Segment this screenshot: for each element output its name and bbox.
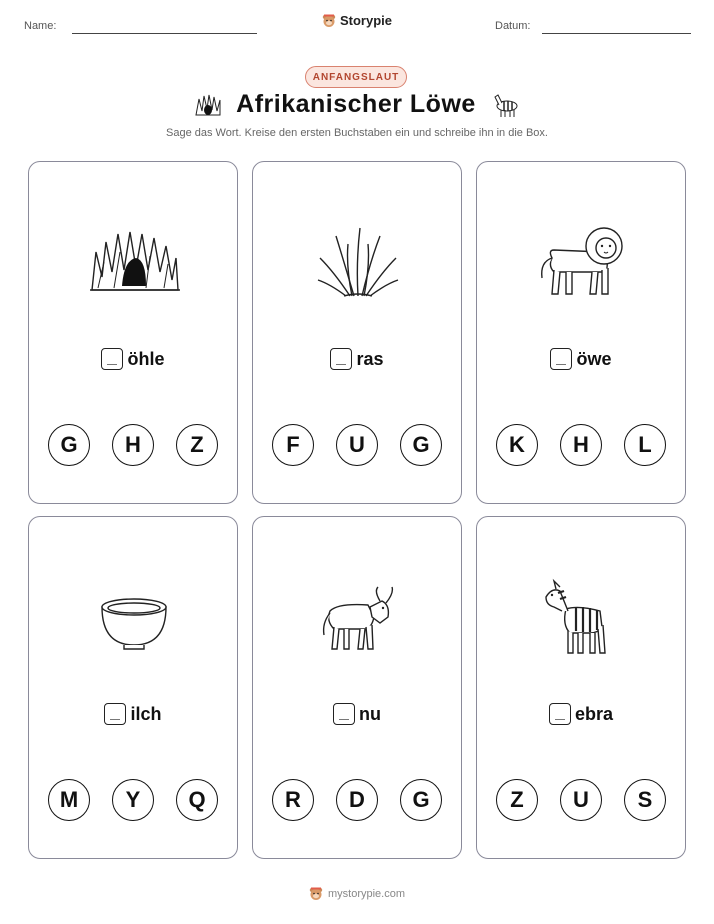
word-rest: ebra [574, 703, 614, 724]
letter-option[interactable]: K [496, 424, 538, 466]
letter-option[interactable]: Z [496, 779, 538, 821]
zebra-icon [490, 91, 520, 119]
letter-options [477, 424, 685, 466]
title-row [0, 90, 714, 119]
answer-box[interactable] [101, 348, 123, 370]
card-gnu [252, 516, 462, 859]
letter-options [477, 779, 685, 821]
letter-option[interactable]: D [336, 779, 378, 821]
letter-option[interactable]: U [560, 779, 602, 821]
bowl-of-milk-icon [84, 577, 184, 657]
footer-url[interactable]: mystorypie.com [327, 888, 406, 900]
letter-option[interactable]: S [624, 779, 666, 821]
bear-mascot-icon [309, 887, 323, 901]
card-cave [28, 161, 238, 504]
letter-option[interactable]: Z [176, 424, 218, 466]
letter-option[interactable]: G [48, 424, 90, 466]
brand-logo [0, 13, 714, 28]
card-zebra [476, 516, 686, 859]
name-line[interactable] [72, 33, 257, 34]
page-title: Afrikanischer Löwe [236, 90, 476, 118]
name-label: Name: [24, 20, 57, 32]
date-label: Datum: [495, 20, 531, 32]
answer-box[interactable] [550, 348, 572, 370]
lion-icon [532, 222, 632, 302]
date-line[interactable] [542, 33, 691, 34]
card-lion [476, 161, 686, 504]
letter-option[interactable]: H [112, 424, 154, 466]
letter-options [253, 779, 461, 821]
answer-box[interactable] [104, 703, 126, 725]
brand-name: Storypie [339, 13, 392, 28]
letter-option[interactable]: F [272, 424, 314, 466]
letter-option[interactable]: L [624, 424, 666, 466]
word-rest: öwe [576, 348, 612, 369]
word-rest: ilch [130, 703, 162, 724]
letter-option[interactable]: Y [112, 779, 154, 821]
letter-options [29, 424, 237, 466]
letter-option[interactable]: U [336, 424, 378, 466]
footer [0, 887, 714, 901]
word-row [477, 703, 685, 725]
letter-options [253, 424, 461, 466]
word-row [253, 348, 461, 370]
word-row [477, 348, 685, 370]
cave-icon [194, 91, 222, 119]
letter-option[interactable]: H [560, 424, 602, 466]
word-rest: nu [359, 703, 381, 724]
bear-mascot-icon [322, 14, 336, 28]
gnu-icon [308, 577, 408, 657]
letter-option[interactable]: G [400, 779, 442, 821]
answer-box[interactable] [330, 348, 352, 370]
topic-badge: ANFANGSLAUT [305, 66, 407, 88]
word-row [29, 348, 237, 370]
word-row [29, 703, 237, 725]
cave-icon [84, 222, 184, 302]
card-milk [28, 516, 238, 859]
word-row [253, 703, 461, 725]
instructions: Sage das Wort. Kreise den ersten Buchstaben ein und schreibe ihn in die Box. [166, 127, 548, 139]
word-rest: öhle [127, 348, 165, 369]
zebra-icon [532, 577, 632, 657]
word-rest: ras [356, 348, 384, 369]
answer-box[interactable] [333, 703, 355, 725]
grass-icon [308, 222, 408, 302]
letter-options [29, 779, 237, 821]
letter-option[interactable]: R [272, 779, 314, 821]
letter-option[interactable]: Q [176, 779, 218, 821]
letter-option[interactable]: M [48, 779, 90, 821]
answer-box[interactable] [549, 703, 571, 725]
letter-option[interactable]: G [400, 424, 442, 466]
card-grass [252, 161, 462, 504]
